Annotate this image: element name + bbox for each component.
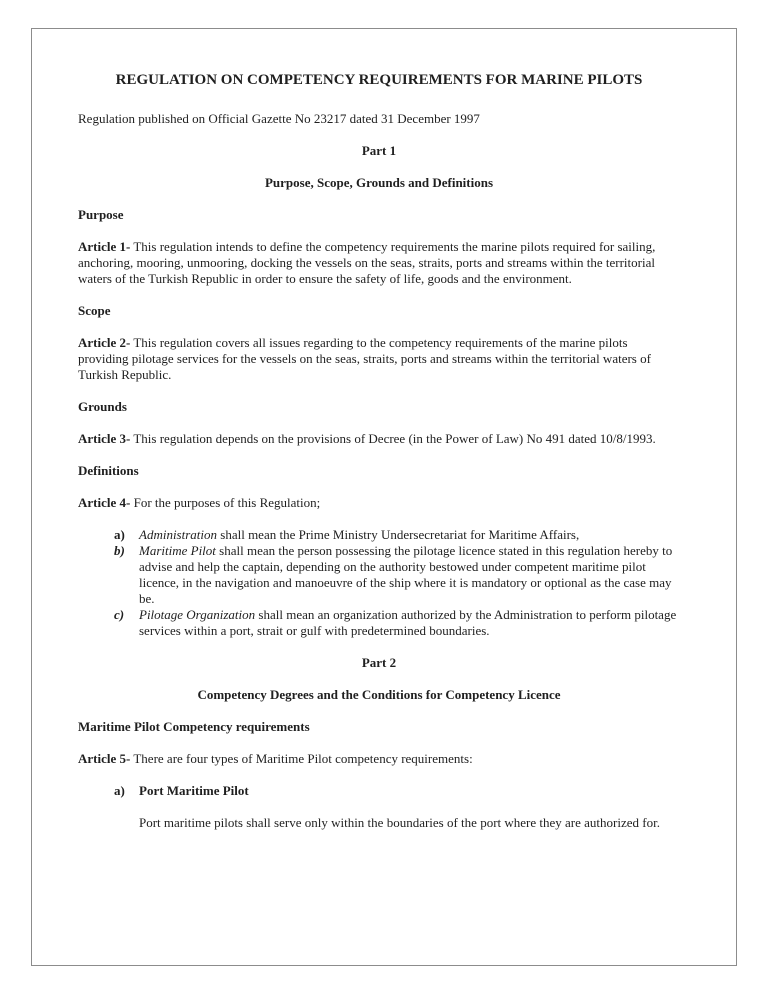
section-heading-purpose: Purpose bbox=[78, 207, 124, 222]
document-title: REGULATION ON COMPETENCY REQUIREMENTS FOR MARINE PILOTS bbox=[115, 72, 643, 88]
article-4-text: For the purposes of this Regulation; bbox=[130, 495, 321, 510]
pilot-type-item-a bbox=[114, 783, 680, 799]
definition-body-b bbox=[139, 543, 680, 607]
pilot-type-text-a: Port maritime pilots shall serve only within the boundaries of the port where they are authorized for. bbox=[139, 815, 660, 830]
article-1-text: This regulation intends to define the competency requirements the marine pilots required for sailing, anchoring, mooring, unmooring, docking the vessels on the seas, straits, ports and streams within the territorial waters of the Turkish Republic in order to ensure the safety of life, goods and the environment. bbox=[78, 239, 656, 286]
article-2-label: Article 2- bbox=[78, 335, 131, 350]
document-page bbox=[31, 28, 737, 966]
section-heading-grounds: Grounds bbox=[78, 399, 127, 414]
definition-body-a bbox=[139, 527, 680, 543]
part2-heading: Part 2 bbox=[361, 655, 397, 670]
definition-text-b: shall mean the person possessing the pilotage licence stated in this regulation hereby to advise and help the captain, depending on the authority bestowed under competent maritime pilot licence, in the navigation and manoeuvre of the ship where it is mandatory or optional as the case may be. bbox=[139, 543, 673, 606]
definition-item-a bbox=[114, 527, 680, 543]
section-heading-scope: Scope bbox=[78, 303, 111, 318]
article-5-paragraph bbox=[78, 751, 680, 767]
part1-heading: Part 1 bbox=[361, 143, 397, 158]
article-2-paragraph bbox=[78, 335, 680, 383]
definition-marker-a: a) bbox=[114, 527, 125, 542]
article-4-paragraph bbox=[78, 495, 680, 511]
definitions-list bbox=[78, 527, 680, 639]
definition-marker-c: c) bbox=[114, 607, 125, 622]
article-3-paragraph bbox=[78, 431, 680, 447]
definition-term-a: Administration bbox=[139, 527, 218, 542]
pilot-type-marker-a: a) bbox=[114, 783, 125, 798]
article-5-text: There are four types of Maritime Pilot competency requirements: bbox=[130, 751, 473, 766]
article-2-text: This regulation covers all issues regarding to the competency requirements of the marine pilots providing pilotage services for the vessels on the seas, straits, ports and streams within the territorial waters of Turkish Republic. bbox=[78, 335, 651, 382]
article-4-label: Article 4- bbox=[78, 495, 131, 510]
article-5-label: Article 5- bbox=[78, 751, 131, 766]
article-1-label: Article 1- bbox=[78, 239, 131, 254]
definition-term-b: Maritime Pilot bbox=[139, 543, 216, 558]
section-heading-definitions: Definitions bbox=[78, 463, 139, 478]
article-1-paragraph bbox=[78, 239, 680, 287]
definition-text-a: shall mean the Prime Ministry Undersecretariat for Maritime Affairs, bbox=[217, 527, 580, 542]
publication-line: Regulation published on Official Gazette No 23217 dated 31 December 1997 bbox=[78, 111, 480, 126]
section-heading-competency-requirements: Maritime Pilot Competency requirements bbox=[78, 719, 310, 734]
definition-item-c bbox=[114, 607, 680, 639]
definition-term-c: Pilotage Organization bbox=[139, 607, 256, 622]
definition-body-c bbox=[139, 607, 680, 639]
part2-subheading: Competency Degrees and the Conditions for Competency Licence bbox=[197, 687, 561, 702]
article-3-text: This regulation depends on the provisions of Decree (in the Power of Law) No 491 dated 10/8/1993. bbox=[130, 431, 656, 446]
article-3-label: Article 3- bbox=[78, 431, 131, 446]
definition-item-b bbox=[114, 543, 680, 607]
definition-text-c: shall mean an organization authorized by the Administration to perform pilotage services within a port, strait or gulf with predetermined boundaries. bbox=[139, 607, 677, 638]
definition-marker-b: b) bbox=[114, 543, 125, 558]
part1-subheading: Purpose, Scope, Grounds and Definitions bbox=[264, 175, 494, 190]
pilot-type-heading-a: Port Maritime Pilot bbox=[139, 783, 249, 798]
